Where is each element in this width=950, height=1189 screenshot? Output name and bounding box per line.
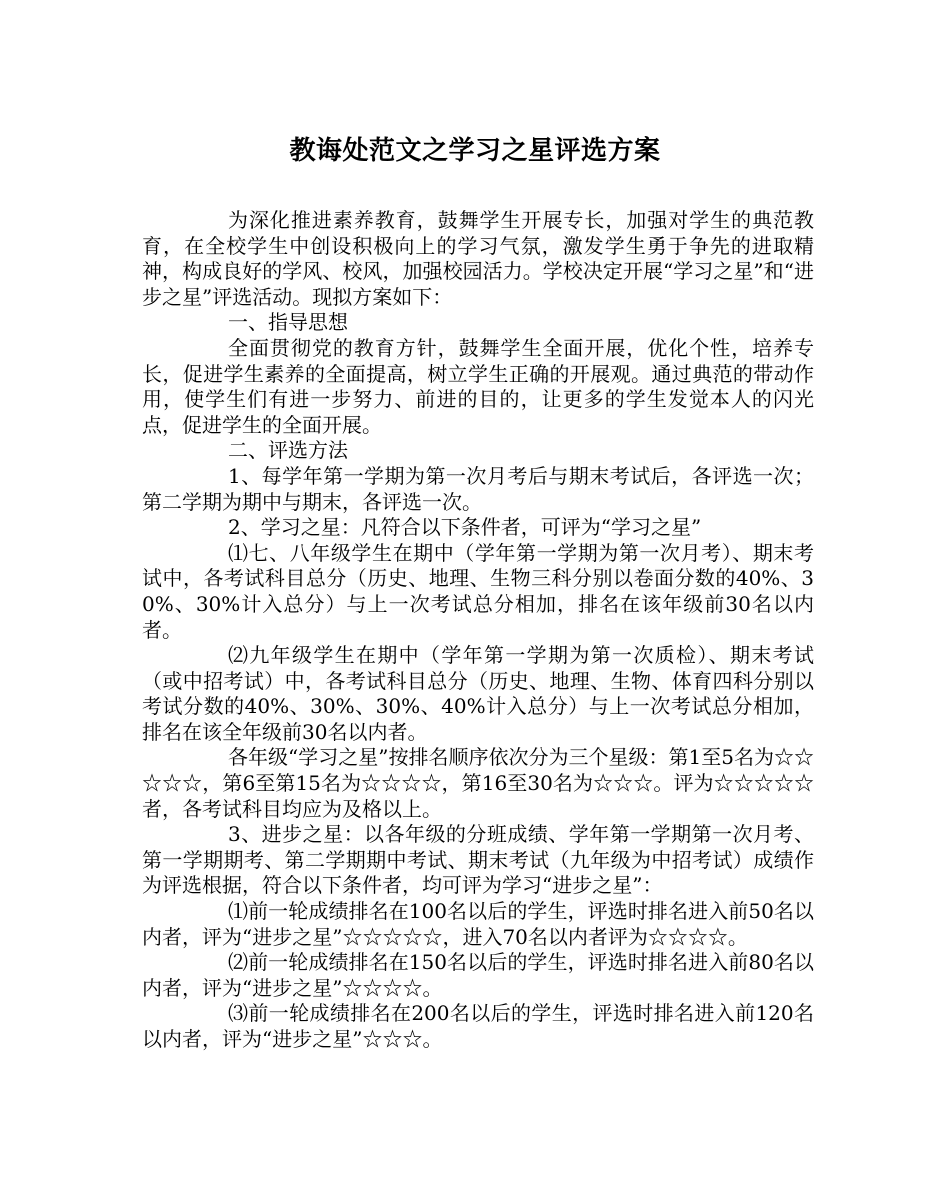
paragraph-intro: 为深化推进素养教育，鼓舞学生开展专长，加强对学生的典范教育，在全校学生中创设积极向上的学习气氛，激发学生勇于争先的进取精神，构成良好的学风、校风，加强校园活力。学校决定开展“学习之星”和“进步之星”评选活动。现拟方案如下：: [142, 208, 814, 309]
paragraph-method-2: 2、学习之星：凡符合以下条件者，可评为“学习之星”: [228, 515, 702, 540]
paragraph-method-3-item-1: ⑴前一轮成绩排名在100名以后的学生，评选时排名进入前50名以内者，评为“进步之星”☆☆☆☆☆，进入70名以内者评为☆☆☆☆。: [142, 899, 814, 949]
document-title: 教诲处范文之学习之星评选方案: [289, 136, 661, 166]
section-heading-guiding-ideology: 一、指导思想: [228, 310, 348, 335]
paragraph-method-3-item-3: ⑶前一轮成绩排名在200名以后的学生，评选时排名进入前120名以内者，评为“进步之星”☆☆☆。: [142, 1001, 814, 1051]
paragraph-method-2-item-2: ⑵九年级学生在期中（学年第一学期为第一次质检）、期末考试（或中招考试）中，各考试科目总分（历史、地理、生物、体育四科分别以考试分数的40%、30%、30%、40%计入总分）与上一次考试总分相加，排名在该全年级前30名以内者。: [142, 643, 814, 744]
paragraph-star-levels: 各年级“学习之星”按排名顺序依次分为三个星级：第1至5名为☆☆☆☆☆，第6至第15名为☆☆☆☆，第16至30名为☆☆☆。评为☆☆☆☆☆者，各考试科目均应为及格以上。: [142, 745, 814, 821]
section-heading-selection-method: 二、评选方法: [228, 438, 348, 463]
paragraph-method-2-item-1: ⑴七、八年级学生在期中（学年第一学期为第一次月考）、期末考试中，各考试科目总分（历史、地理、生物三科分别以卷面分数的40%、30%、30%计入总分）与上一次考试总分相加，排名在该年级前30名以内者。: [142, 540, 814, 642]
paragraph-guiding-ideology: 全面贯彻党的教育方针，鼓舞学生全面开展，优化个性，培养专长，促进学生素养的全面提高，树立学生正确的开展观。通过典范的带动作用，使学生们有进一步努力、前进的目的，让更多的学生发觉本人的闪光点，促进学生的全面开展。: [142, 335, 814, 437]
paragraph-method-3-item-2: ⑵前一轮成绩排名在150名以后的学生，评选时排名进入前80名以内者，评为“进步之星”☆☆☆☆。: [142, 950, 814, 1000]
document-body: [142, 208, 814, 1053]
paragraph-method-1: 1、每学年第一学期为第一次月考后与期末考试后，各评选一次；第二学期为期中与期末，各评选一次。: [142, 463, 814, 514]
paragraph-method-3: 3、进步之星：以各年级的分班成绩、学年第一学期第一次月考、第一学期期考、第二学期期中考试、期末考试（九年级为中招考试）成绩作为评选根据，符合以下条件者，均可评为学习“进步之星”：: [142, 822, 814, 898]
